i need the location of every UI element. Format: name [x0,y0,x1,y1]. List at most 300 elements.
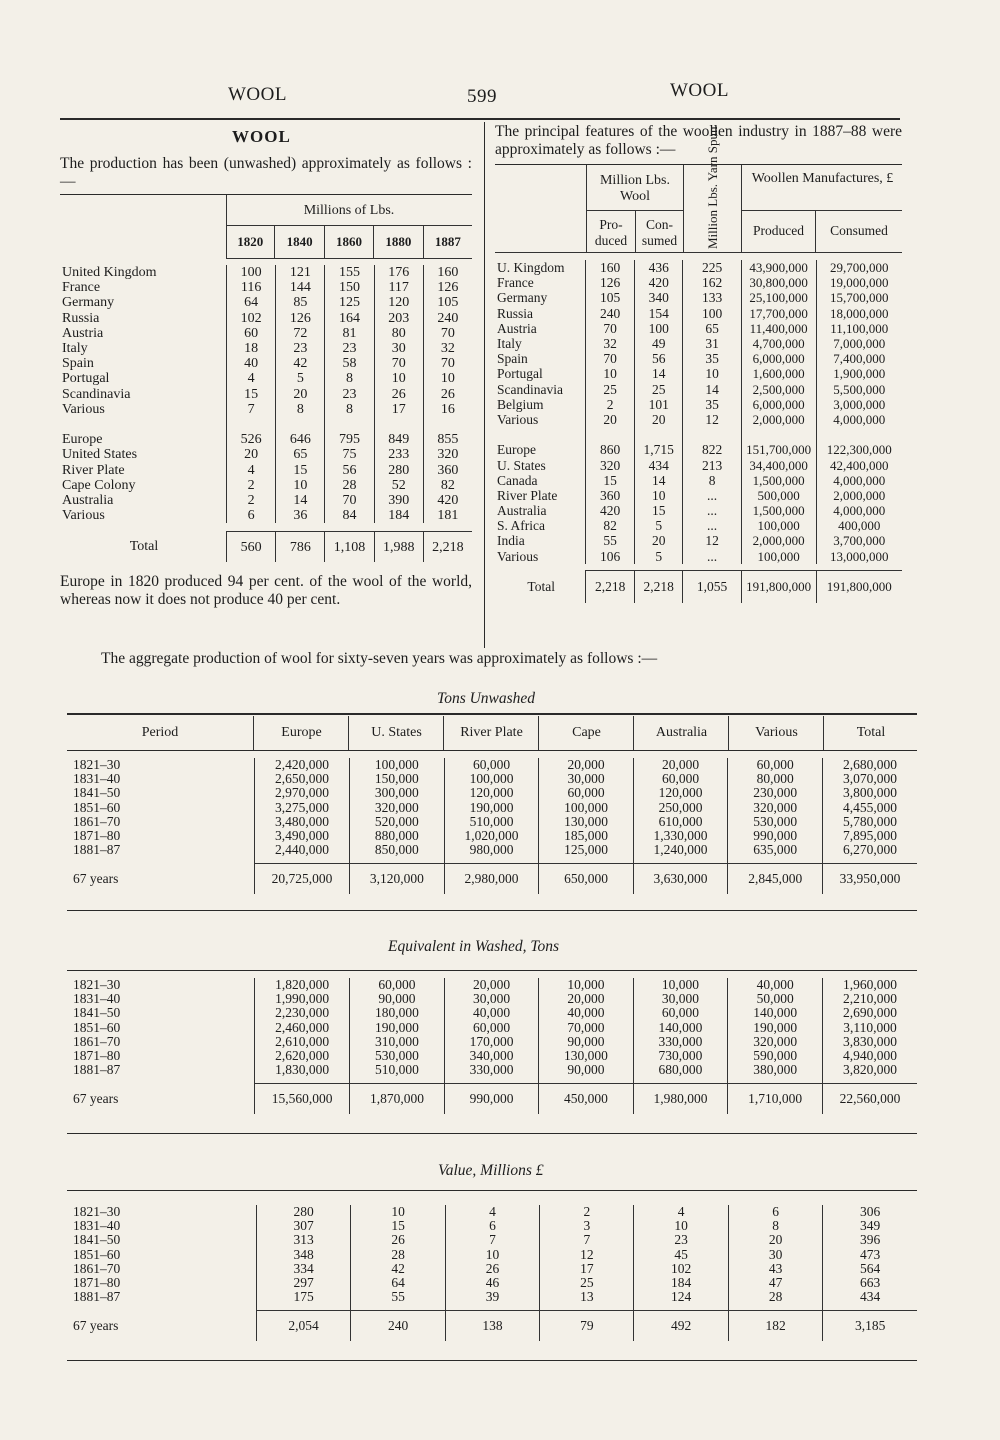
cell-value: 7 [227,402,276,417]
cell-value: 306 [823,1205,917,1219]
cell-value: 2,440,000 [255,843,350,857]
row-label [60,417,227,432]
total-label: 67 years [73,1318,119,1334]
cell-value: 130,000 [539,1049,633,1063]
total-label: 67 years [73,1091,119,1107]
period-label: 1821–30 [73,977,121,993]
cell-value: 10 [683,366,741,381]
total-row [495,570,902,603]
row-label: Italy [62,341,88,357]
cell-value: 29,700,000 [816,260,902,275]
total-value: 1,710,000 [728,1084,823,1115]
table-row [67,1035,917,1049]
cell-value: 15 [227,387,276,402]
cell-value: 7 [540,1233,634,1247]
cell-value: 233 [374,447,423,462]
spacer-cell [60,523,472,532]
cell-value: 26 [351,1233,445,1247]
cell-value: 20 [728,1233,822,1247]
period-label: 1881–87 [73,842,121,858]
row-label: Europe [62,432,103,448]
cell-value: 240 [423,311,472,326]
unwashed-bottom-rule [67,910,917,911]
cell-value: 434 [823,1290,917,1304]
row-label: Australia [497,503,547,519]
total-value: 1,870,000 [350,1084,445,1115]
table-row [60,311,472,326]
cell-value: 42,400,000 [816,457,902,472]
cell-value: 12 [683,412,741,427]
period-label: 1841–50 [73,1232,121,1248]
cell-value: 26 [445,1262,539,1276]
row-label [495,427,586,442]
table-row [495,442,902,457]
cell-value: 2,680,000 [823,758,917,772]
cell-value: 4,940,000 [823,1049,917,1063]
cell-value: 4,000,000 [816,412,902,427]
cell-value: 2,218 [586,570,635,603]
header-left: WOOL [228,84,287,105]
cell-value: 102 [227,311,276,326]
cell-value [634,427,683,442]
cell-value [816,427,902,442]
cell-value: 42 [351,1262,445,1276]
cell-value: 860 [586,442,635,457]
cell-value: 100,000 [350,758,445,772]
cell-value: 14 [634,473,683,488]
total-row [60,532,472,563]
cell-value: 5,780,000 [823,815,917,829]
cell-value: 610,000 [633,815,728,829]
row-label: Portugal [497,366,543,382]
cell-value: 3,000,000 [816,397,902,412]
cell-value: 7 [445,1233,539,1247]
cell-value: 13 [540,1290,634,1304]
cell-value: 20 [586,412,635,427]
cell-value: 310,000 [350,1035,445,1049]
row-label: Australia [62,492,114,508]
year-col-header: 1820 [237,234,264,249]
cell-value: 436 [634,260,683,275]
cell-value: 25,100,000 [741,290,816,305]
row-label: Germany [62,295,115,311]
table-row [495,412,902,427]
cell-value: 2,210,000 [823,992,917,1006]
production-table [60,195,472,562]
cell-value: 250,000 [633,801,728,815]
cell-value: 4,455,000 [823,801,917,815]
cell-value: 144 [276,280,325,295]
cell-value: 10 [276,478,325,493]
total-value: 990,000 [444,1084,538,1115]
cell-value: 2,218 [634,570,683,603]
cell-value: 64 [227,295,276,310]
table-row [60,508,472,523]
table-row [60,371,472,386]
cell-value: 70 [586,351,635,366]
cell-value: 106 [586,549,635,564]
cell-value: 100 [683,306,741,321]
cell-value: 320,000 [728,801,823,815]
row-label: Various [62,508,105,524]
cell-value: 7,000,000 [816,336,902,351]
table-row [67,1205,917,1219]
cell-value: 14 [634,366,683,381]
cell-value: 1,330,000 [633,829,728,843]
cell-value: 30 [728,1248,822,1262]
cell-value: 6 [728,1205,822,1219]
cell-value: 70 [423,356,472,371]
cell-value: 35 [683,397,741,412]
cell-value: 39 [445,1290,539,1304]
table-row [495,518,902,533]
cell-value: 20 [634,412,683,427]
cell-value: 313 [256,1233,351,1247]
unwashed-title: Tons Unwashed [437,690,536,707]
row-label: Germany [497,290,548,306]
cell-value: 855 [423,432,472,447]
cell-value: 4 [445,1205,539,1219]
table-row [495,260,902,275]
cell-value: 530,000 [350,1049,445,1063]
cell-value: 20 [634,533,683,548]
row-label: Italy [497,336,522,352]
table-row [495,382,902,397]
cell-value: 90,000 [350,992,445,1006]
cell-value: 70 [325,493,374,508]
table-row [67,978,917,992]
cell-value: 150,000 [350,772,445,786]
cell-value: 10 [586,366,635,381]
cell-value: 880,000 [350,829,445,843]
cell-value: 14 [276,493,325,508]
cell-value: 20,000 [444,978,538,992]
cell-value: 1,990,000 [255,992,350,1006]
cell-value: 190,000 [728,1021,823,1035]
cell-value: 1,020,000 [444,829,539,843]
cell-value: 2,000,000 [741,533,816,548]
total-value: 138 [445,1311,539,1342]
cell-value: 360 [586,488,635,503]
cell-value: 20,000 [539,758,633,772]
table-row [60,462,472,477]
cell-value: 49 [634,336,683,351]
cell-value: 150 [325,280,374,295]
unwashed-block [67,752,917,894]
cell-value: 320 [586,457,635,472]
cell-value [586,427,635,442]
cell-value: 1,715 [634,442,683,457]
cell-value: 3,800,000 [823,786,917,800]
cell-value: 140,000 [728,1006,823,1020]
table-row [67,758,917,772]
table-row [495,336,902,351]
row-label: Scandinavia [62,386,131,402]
cell-value: 730,000 [633,1049,728,1063]
cell-value: 25 [540,1276,634,1290]
table-row [60,387,472,402]
row-label: Total [129,539,159,555]
table-row [495,503,902,518]
cell-value: 162 [683,275,741,290]
agg-col-header: U. States [348,716,444,750]
cell-value: 434 [634,457,683,472]
cell-value: 13,000,000 [816,549,902,564]
cell-value: 7,895,000 [823,829,917,843]
cell-value: 16 [423,402,472,417]
cell-value: 2,500,000 [741,382,816,397]
cell-value: 140,000 [633,1021,728,1035]
total-value: 15,560,000 [255,1084,350,1115]
cell-value: 2,650,000 [255,772,350,786]
cell-value [423,417,472,432]
row-label: Spain [497,351,528,367]
cell-value: 34,400,000 [741,457,816,472]
cell-value: 786 [276,532,325,563]
cell-value: 56 [634,351,683,366]
cell-value: 7,400,000 [816,351,902,366]
row-label: France [497,275,534,291]
cell-value: 340,000 [444,1049,538,1063]
table-row [67,772,917,786]
cell-value: 3 [540,1219,634,1233]
cell-value: 60,000 [444,758,539,772]
cell-value: 4 [227,462,276,477]
cell-value: 420 [634,275,683,290]
cell-value: 526 [227,432,276,447]
cell-value: 330,000 [444,1063,538,1077]
cell-value: 2,620,000 [255,1049,350,1063]
unwashed-table [67,758,917,894]
year-col-header: 1880 [373,226,422,258]
table-row [67,1262,917,1276]
table-row [60,356,472,371]
cell-value: 10 [634,488,683,503]
cell-value: 320,000 [728,1035,823,1049]
total-value: 240 [351,1311,445,1342]
cell-value: 40 [227,356,276,371]
cell-value: 23 [325,341,374,356]
cell-value: 30,000 [539,772,633,786]
value-top-rule [67,1190,917,1191]
cell-value: 680,000 [633,1063,728,1077]
cell-value: 124 [634,1290,728,1304]
cell-value: 120,000 [633,786,728,800]
cell-value: 47 [728,1276,822,1290]
left-note: Europe in 1820 produced 94 per cent. of the wool of the world, whereas now it does not produce 40 per cent. [60,573,472,608]
cell-value: 230,000 [728,786,823,800]
cell-value: 3,480,000 [255,815,350,829]
production-table-body [60,265,472,562]
total-value: 650,000 [539,864,633,895]
manuf-produced-header: Produced [753,223,804,238]
cell-value: 18 [227,341,276,356]
cell-value: 90,000 [539,1063,633,1077]
table-row [495,457,902,472]
cell-value: 84 [325,508,374,523]
cell-value: 520,000 [350,815,445,829]
cell-value: 30,000 [444,992,538,1006]
row-label: India [497,533,525,549]
cell-value: 280 [374,462,423,477]
cell-value: 380,000 [728,1063,823,1077]
row-label: Cape Colony [62,477,136,493]
cell-value: 90,000 [539,1035,633,1049]
produced-col-header: Pro-duced [594,217,628,248]
header-right: WOOL [670,80,729,101]
cell-value: 100,000 [444,772,539,786]
cell-value: 3,275,000 [255,801,350,815]
cell-value: 105 [586,290,635,305]
cell-value: 3,070,000 [823,772,917,786]
total-value: 2,054 [256,1311,351,1342]
cell-value: 100,000 [741,549,816,564]
cell-value: 105 [423,295,472,310]
table-row [60,493,472,508]
cell-value: 390 [374,493,423,508]
total-value: 3,185 [823,1311,917,1342]
cell-value: 15 [276,462,325,477]
cell-value [683,427,741,442]
cell-value: 72 [276,326,325,341]
cell-value: 203 [374,311,423,326]
cell-value: 184 [374,508,423,523]
cell-value: 36 [276,508,325,523]
cell-value: 30,800,000 [741,275,816,290]
cell-value: 43,900,000 [741,260,816,275]
period-label: 1871–80 [73,1275,121,1291]
cell-value: 70,000 [539,1021,633,1035]
cell-value: 32 [423,341,472,356]
table-row [495,306,902,321]
cell-value: 126 [586,275,635,290]
cell-value: 280 [256,1205,351,1219]
cell-value: 15 [586,473,635,488]
cell-value: 100,000 [741,518,816,533]
cell-value: 101 [634,397,683,412]
washed-title: Equivalent in Washed, Tons [388,938,560,955]
cell-value: 175 [256,1290,351,1304]
row-label: Total [527,579,555,594]
washed-block [67,972,917,1114]
cell-value: 40,000 [539,1006,633,1020]
industry-table-body [495,260,902,603]
cell-value: 510,000 [444,815,539,829]
table-row [67,1219,917,1233]
table-row [67,786,917,800]
cell-value: 15 [351,1219,445,1233]
cell-value: 25 [634,382,683,397]
row-label: Various [497,411,539,427]
cell-value: 473 [823,1248,917,1262]
cell-value: 1,900,000 [816,366,902,381]
row-label: United Kingdom [62,265,157,281]
cell-value: 307 [256,1219,351,1233]
cell-value: 2,460,000 [255,1021,350,1035]
table-row [60,295,472,310]
row-label: Portugal [62,371,110,387]
row-label: River Plate [497,487,558,503]
table-row [60,432,472,447]
consumed-col-header: Con-sumed [641,217,678,248]
cell-value: 8 [325,402,374,417]
cell-value [374,417,423,432]
cell-value: 6,000,000 [741,397,816,412]
year-col-header: 1840 [274,226,323,258]
cell-value: 2,230,000 [255,1006,350,1020]
cell-value: 23 [634,1233,728,1247]
cell-value: 980,000 [444,843,539,857]
cell-value: 184 [634,1276,728,1290]
table-row [67,1049,917,1063]
cell-value: 20 [276,387,325,402]
period-label: 1851–60 [73,1019,121,1035]
total-value: 450,000 [539,1084,633,1115]
cell-value: 2,690,000 [823,1006,917,1020]
cell-value: 19,000,000 [816,275,902,290]
period-label: 1861–70 [73,1260,121,1276]
total-value: 33,950,000 [823,864,917,895]
cell-value: 396 [823,1233,917,1247]
total-value: 22,560,000 [823,1084,917,1115]
cell-value: 8 [728,1219,822,1233]
table-row [67,801,917,815]
cell-value: 60,000 [633,1006,728,1020]
cell-value: 990,000 [728,829,823,843]
period-label: 1881–87 [73,1062,121,1078]
row-label: U. Kingdom [497,260,565,276]
table-row [495,533,902,548]
cell-value: 2 [586,397,635,412]
cell-value: 65 [683,321,741,336]
table-row [495,473,902,488]
cell-value: 17 [540,1262,634,1276]
row-label: U. States [497,457,546,473]
cell-value: 12 [540,1248,634,1262]
period-label: 1881–87 [73,1289,121,1305]
cell-value: 70 [374,356,423,371]
period-label: 1851–60 [73,1246,121,1262]
row-label: United States [62,447,138,463]
cell-value: 190,000 [444,801,539,815]
cell-value: 1,960,000 [823,978,917,992]
cell-value: 20,000 [633,758,728,772]
cell-value: 58 [325,356,374,371]
cell-value: 635,000 [728,843,823,857]
cell-value: ... [683,488,741,503]
total-value: 2,845,000 [728,864,823,895]
cell-value: 530,000 [728,815,823,829]
cell-value: 160 [423,265,472,280]
cell-value: 6 [227,508,276,523]
cell-value: 176 [374,265,423,280]
cell-value: 225 [683,260,741,275]
cell-value: 360 [423,462,472,477]
table-row [495,366,902,381]
cell-value: 2,420,000 [255,758,350,772]
cell-value: 1,600,000 [741,366,816,381]
table-row [60,326,472,341]
cell-value: 126 [423,280,472,295]
period-label: 1831–40 [73,991,121,1007]
cell-value: 2,000,000 [741,412,816,427]
cell-value: 6,000,000 [741,351,816,366]
cell-value: 6,270,000 [823,843,917,857]
row-label: Various [497,548,539,564]
total-value: 182 [728,1311,822,1342]
cell-value: 65 [276,447,325,462]
cell-value: 56 [325,462,374,477]
